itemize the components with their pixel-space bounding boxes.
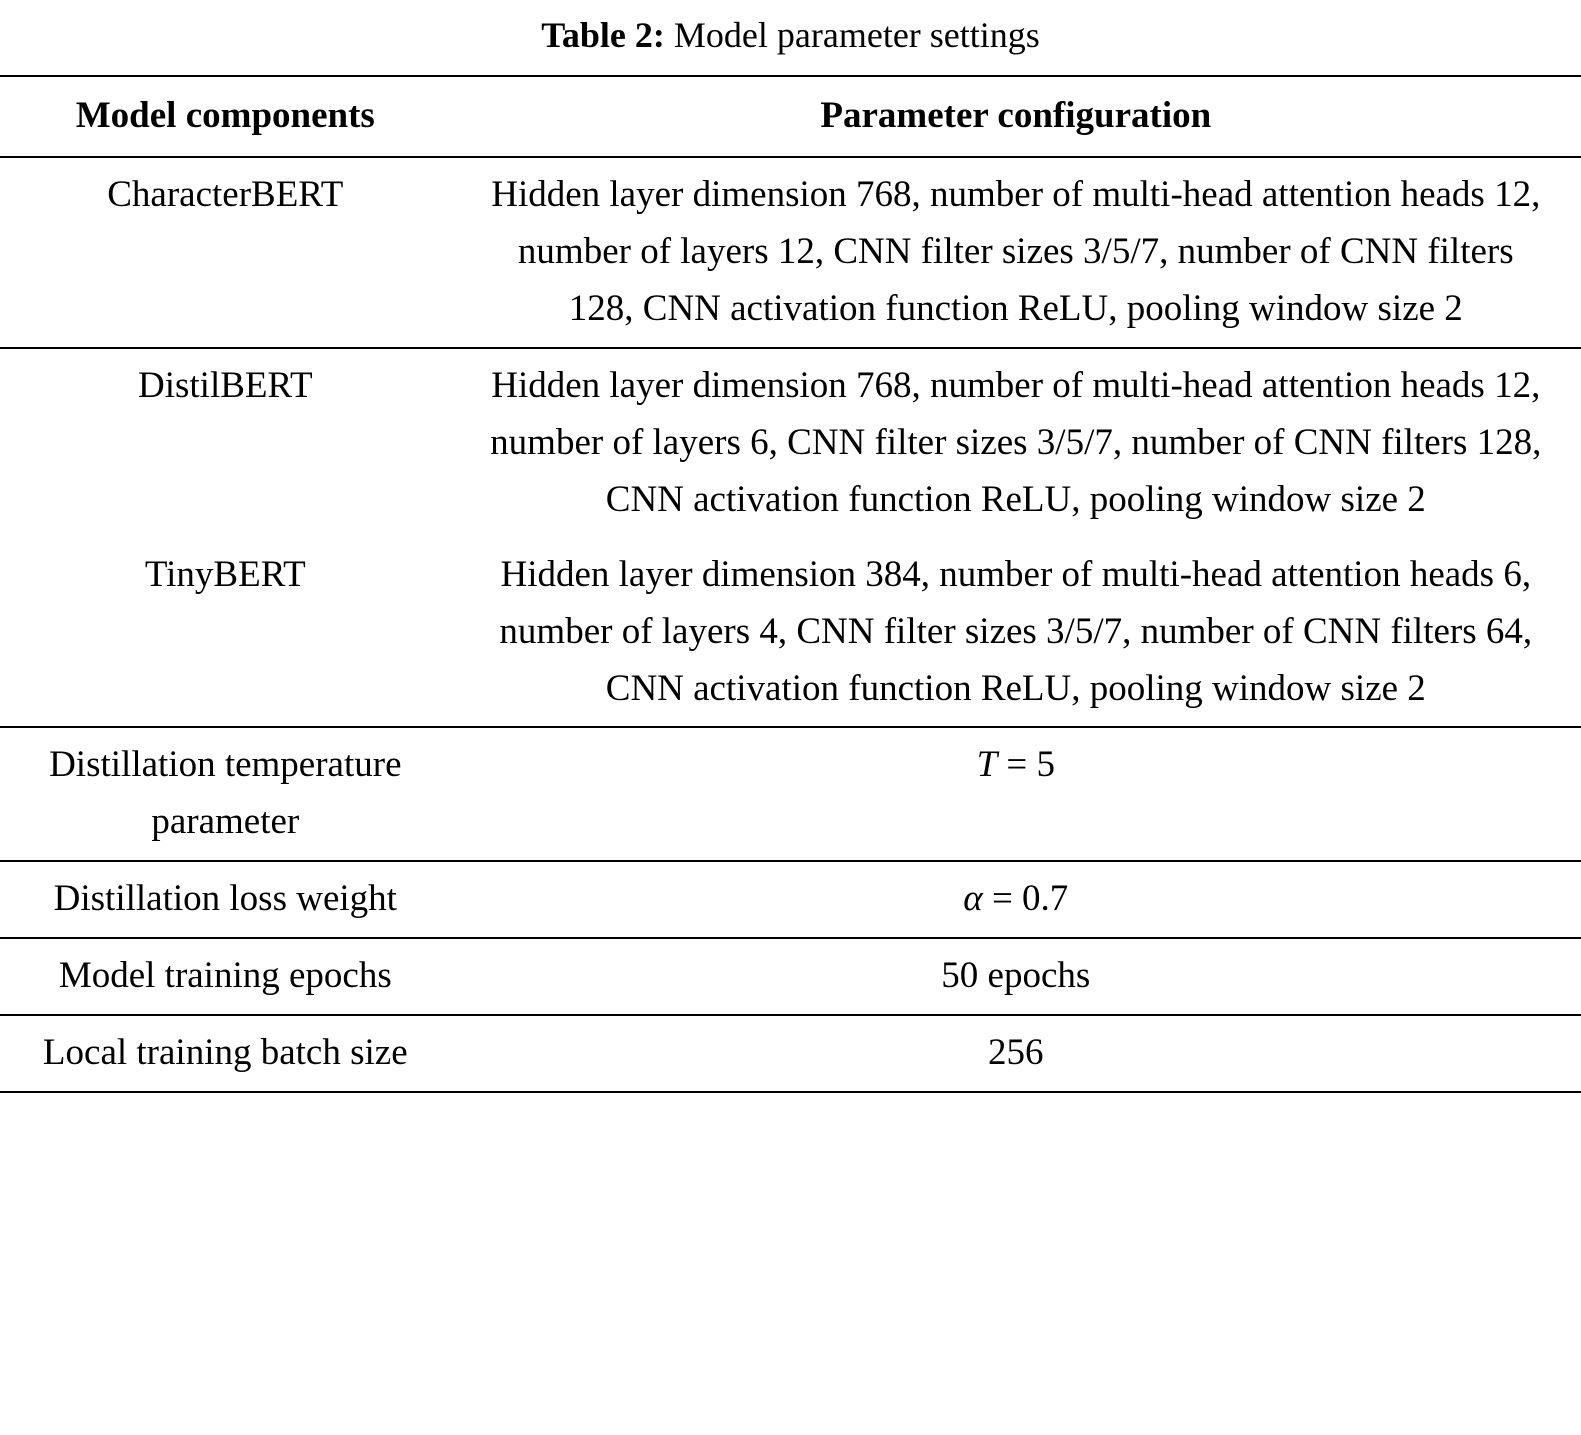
table-caption: [0, 8, 1581, 75]
math-symbol: α: [963, 878, 983, 920]
parameters-table: [0, 75, 1581, 1094]
table-row: [0, 538, 1581, 728]
table-row: [0, 157, 1581, 348]
table-caption-title: Model parameter settings: [664, 15, 1040, 55]
math-value: = 5: [997, 744, 1056, 786]
component-cell: Distillation loss weight: [53, 878, 397, 920]
math-symbol: T: [976, 744, 998, 786]
math-value: = 0.7: [982, 878, 1069, 920]
config-cell: [451, 861, 1581, 938]
config-cell: Hidden layer dimension 768, number of multi-head attention heads 12, number of layers 6, CNN filter sizes 3/5/7, number of CNN filters 128, CNN activation function ReLU, pooling window size 2: [490, 364, 1542, 520]
table-row: [0, 348, 1581, 538]
component-cell: Distillation temperature parameter: [49, 744, 402, 843]
table-row: [0, 938, 1581, 1015]
config-cell: [451, 727, 1581, 861]
component-cell: DistilBERT: [138, 364, 313, 406]
column-header-parameter-configuration: Parameter configuration: [820, 94, 1212, 136]
table-caption-label: Table 2:: [541, 15, 665, 55]
table-row: [0, 727, 1581, 861]
config-cell: Hidden layer dimension 384, number of multi-head attention heads 6, number of layers 4, CNN filter sizes 3/5/7, number of CNN filters 64, CNN activation function ReLU, pooling window size 2: [499, 553, 1533, 709]
table-row: [0, 861, 1581, 938]
column-header-model-components: Model components: [75, 94, 375, 136]
config-cell: 256: [988, 1032, 1044, 1074]
component-cell: TinyBERT: [144, 553, 306, 595]
config-cell: Hidden layer dimension 768, number of multi-head attention heads 12, number of layers 12, CNN filter sizes 3/5/7, number of CNN filters 128, CNN activation function ReLU, pooling window size 2: [491, 173, 1541, 329]
config-cell: 50 epochs: [941, 955, 1091, 997]
component-cell: Model training epochs: [58, 955, 392, 997]
table-row: [0, 1015, 1581, 1092]
component-cell: Local training batch size: [42, 1032, 408, 1074]
component-cell: CharacterBERT: [107, 173, 344, 215]
header-row: [0, 76, 1581, 157]
